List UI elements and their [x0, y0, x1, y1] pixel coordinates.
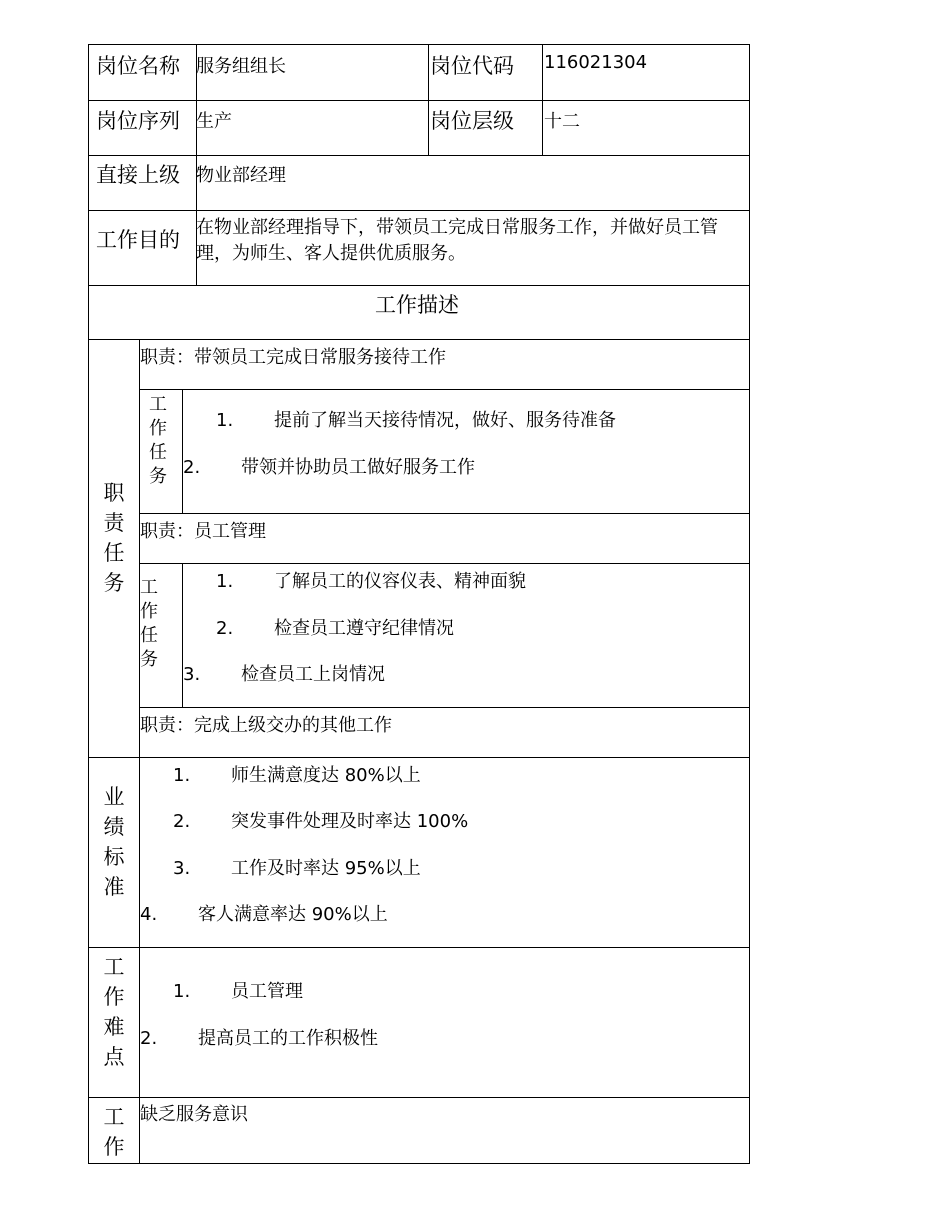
difficulty-item-2: 2. 提高员工的工作积极性: [140, 1028, 378, 1049]
row-divider: [139, 513, 750, 514]
supervisor-label: 直接上级: [96, 163, 180, 187]
duty-2-task-label: 工 作 任 务: [140, 577, 158, 670]
last-section-text: 缺乏服务意识: [140, 1104, 248, 1125]
performance-item-4: 4. 客人满意率达 90%以上: [140, 904, 388, 925]
row-divider: [88, 100, 750, 101]
position-name-label: 岗位名称: [96, 54, 180, 78]
position-level-label: 岗位层级: [430, 109, 514, 133]
row-divider: [88, 285, 750, 286]
difficulties-side-label: 工 作 难 点: [103, 955, 125, 1069]
purpose-label: 工作目的: [96, 228, 180, 252]
row-divider: [139, 563, 750, 564]
row-divider: [88, 155, 750, 156]
performance-item-2: 2. 突发事件处理及时率达 100%: [173, 811, 469, 832]
duty-2-task-3: 3. 检查员工上岗情况: [183, 664, 385, 685]
performance-side-label: 业 绩 标 准: [103, 785, 125, 899]
supervisor-value: 物业部经理: [196, 165, 286, 186]
position-code-label: 岗位代码: [430, 54, 514, 78]
row-divider: [88, 757, 750, 758]
row-divider: [88, 1097, 750, 1098]
duty-1-task-label: 工 作 任 务: [149, 394, 167, 487]
position-code-value: 116021304: [544, 52, 648, 73]
position-level-value: 十二: [544, 111, 580, 132]
performance-item-1: 1. 师生满意度达 80%以上: [173, 765, 421, 786]
purpose-line-2: 理，为师生、客人提供优质服务。: [196, 243, 466, 264]
position-series-value: 生产: [196, 111, 232, 132]
performance-item-3: 3. 工作及时率达 95%以上: [173, 858, 421, 879]
row-divider: [88, 947, 750, 948]
duty-1-task-2: 2. 带领并协助员工做好服务工作: [183, 457, 475, 478]
row-divider: [88, 339, 750, 340]
col-divider: [182, 389, 183, 513]
last-section-side-label: 工 作: [103, 1105, 125, 1159]
duty-1-task-1: 1. 提前了解当天接待情况，做好、服务待准备: [216, 410, 616, 431]
position-series-label: 岗位序列: [96, 109, 180, 133]
duty-2-task-1: 1. 了解员工的仪容仪表、精神面貌: [216, 571, 526, 592]
row-divider: [88, 210, 750, 211]
duty-2-task-2: 2. 检查员工遵守纪律情况: [216, 618, 454, 639]
duty-3-title: 职责：完成上级交办的其他工作: [140, 715, 392, 736]
work-description-title: 工作描述: [375, 293, 459, 317]
duty-1-title: 职责：带领员工完成日常服务接待工作: [140, 347, 446, 368]
duty-2-title: 职责：员工管理: [140, 521, 266, 542]
col-divider: [428, 44, 429, 155]
difficulty-item-1: 1. 员工管理: [173, 981, 303, 1002]
duties-side-label: 职 责 任 务: [103, 481, 125, 595]
row-divider: [139, 707, 750, 708]
purpose-line-1: 在物业部经理指导下，带领员工完成日常服务工作，并做好员工管: [196, 217, 718, 238]
row-divider: [139, 389, 750, 390]
col-divider: [542, 44, 543, 155]
position-name-value: 服务组组长: [196, 56, 286, 77]
